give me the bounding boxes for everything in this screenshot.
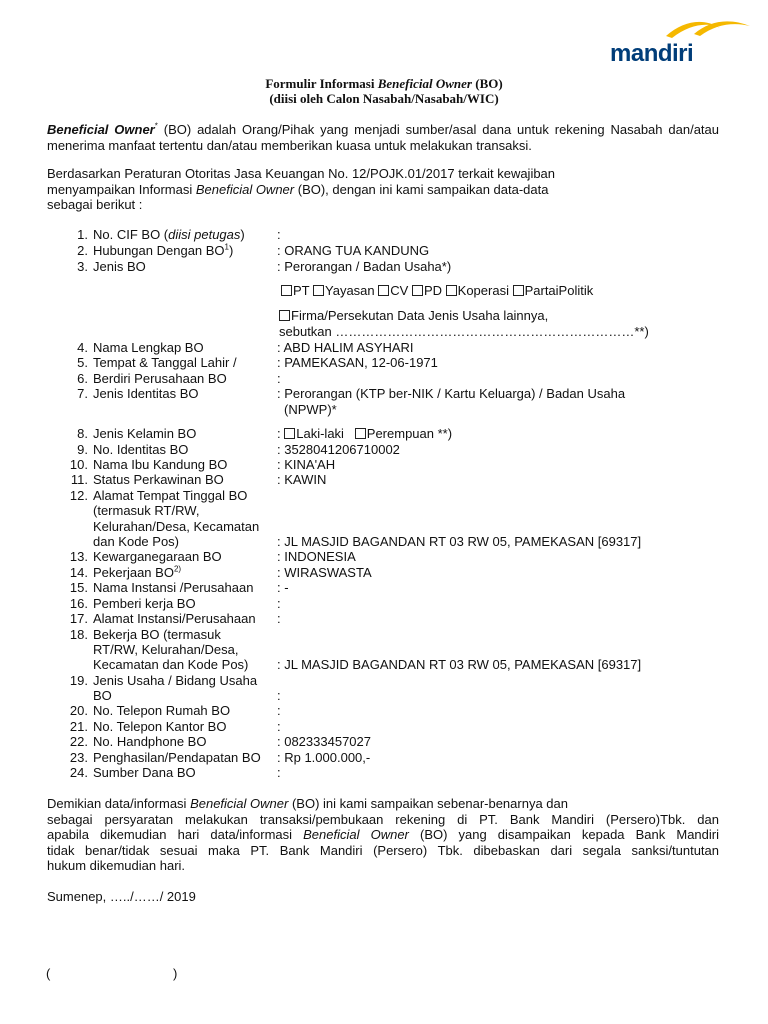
closing-line-5: hukum dikemudian hari. (47, 858, 186, 873)
field-row-10 (0, 457, 768, 473)
field-num: 4. (77, 340, 88, 355)
field-row-21 (0, 719, 768, 735)
checkbox-other[interactable] (279, 310, 290, 321)
field-label-italic: diisi petugas (168, 227, 241, 242)
field-label: Status Perkawinan BO (93, 472, 224, 487)
closing-line-1-pre: Demikian data/informasi (47, 796, 191, 811)
field-row-4 (0, 340, 768, 356)
option-cv-label: CV (390, 283, 409, 298)
field-row-8 (0, 426, 768, 442)
closing-line-3-post: (BO) yang disampaikan kepada Bank Mandiri (408, 827, 719, 842)
field-label: Bekerja BO (termasuk (93, 627, 221, 642)
field-value-gender (277, 426, 452, 442)
field-value-nationality[interactable]: : INDONESIA (277, 549, 356, 564)
field-num: 17. (69, 611, 88, 626)
basis-line-2-italic: Beneficial Owner (195, 181, 295, 197)
signature-close-paren: ) (173, 966, 178, 981)
field-row-1 (0, 227, 768, 243)
field-value-occupation[interactable]: : WIRASWASTA (277, 565, 372, 580)
field-row-12 (0, 488, 768, 504)
field-value-office-phone[interactable]: : (277, 719, 281, 734)
field-row-17 (0, 611, 768, 627)
field-row-14 (0, 565, 768, 581)
field-label: Nama Instansi /Perusahaan (93, 580, 254, 595)
field-row-7 (0, 386, 768, 402)
checkbox-pd[interactable] (412, 285, 423, 296)
closing-line-1-post: (BO) ini kami sampaikan sebenar-benarnya dan (288, 796, 568, 811)
closing-line-4: tidak benar/tidak sesuai maka PT. Bank Mandiri (Persero) Tbk. dibebaskan dari segala sanksi/tuntutan (47, 842, 719, 858)
field-label: Alamat Tempat Tinggal BO (93, 488, 248, 503)
field-value-birth[interactable]: : PAMEKASAN, 12-06-1971 (277, 355, 438, 370)
field-value-marital-status[interactable]: : KAWIN (277, 472, 327, 487)
field-row-15 (0, 580, 768, 596)
field-label (93, 243, 233, 259)
checkbox-koperasi[interactable] (446, 285, 457, 296)
field-label: No. Identitas BO (93, 442, 189, 457)
basis-line-2-pre: menyampaikan Informasi (47, 181, 196, 197)
option-yayasan-label: Yayasan (325, 283, 375, 298)
field-value-company-name[interactable]: : - (277, 580, 289, 595)
field-footnote: 2) (173, 564, 182, 574)
intro-term: Beneficial Owner (47, 122, 155, 137)
field-label-cont: Kelurahan/Desa, Kecamatan (93, 519, 260, 534)
checkbox-partai-politik[interactable] (513, 285, 524, 296)
field-row-23 (0, 750, 768, 766)
field-num: 20. (69, 703, 88, 718)
field-footnote: 1 (224, 242, 229, 252)
signature-name-field[interactable] (110, 966, 170, 982)
field-row-16 (0, 596, 768, 612)
field-num: 19. (69, 673, 88, 688)
checkbox-yayasan[interactable] (313, 285, 324, 296)
mandiri-logo (606, 14, 756, 67)
field-label: Alamat Instansi/Perusahaan (93, 611, 256, 626)
gender-male-label: Laki-laki (296, 426, 344, 441)
business-type-options (281, 283, 593, 299)
field-row-13 (0, 549, 768, 565)
checkbox-pt[interactable] (281, 285, 292, 296)
field-label: Nama Ibu Kandung BO (93, 457, 228, 472)
basis-line-1: Berdasarkan Peraturan Otoritas Jasa Keuangan No. 12/POJK.01/2017 terkait kewajiban (47, 166, 556, 181)
title-text: Formulir Informasi (265, 76, 378, 91)
field-label-post: ) (229, 243, 234, 258)
field-num: 16. (69, 596, 88, 611)
field-row-6 (0, 371, 768, 387)
field-label: No. Telepon Kantor BO (93, 719, 227, 734)
field-label: Jenis Kelamin BO (93, 426, 197, 441)
field-value-full-name[interactable]: : ABD HALIM ASYHARI (277, 340, 414, 355)
field-row-18-end (0, 657, 768, 673)
mandiri-swoosh-icon (664, 14, 754, 42)
field-label (93, 565, 181, 581)
field-value-home-address[interactable]: : JL MASJID BAGANDAN RT 03 RW 05, PAMEKASAN [69317] (277, 534, 642, 549)
field-num: 1. (77, 227, 88, 242)
business-type-other (279, 308, 548, 324)
option-other-label: Firma/Persekutan Data Jenis Usaha lainnya, (291, 308, 549, 323)
option-partai-politik-label: PartaiPolitik (524, 283, 594, 298)
field-value-id-number[interactable]: : 3528041206710002 (277, 442, 400, 457)
checkbox-cv[interactable] (378, 285, 389, 296)
field-row-12-end (0, 534, 768, 550)
field-row-19-end (0, 688, 768, 704)
field-row-19 (0, 673, 768, 689)
field-label-cont: (termasuk RT/RW, (93, 503, 200, 518)
checkbox-female[interactable] (355, 428, 366, 439)
field-label (93, 227, 245, 243)
field-label: Jenis BO (93, 259, 146, 274)
field-row-24 (0, 765, 768, 781)
field-num: 7. (77, 386, 88, 401)
field-label-cont: BO (93, 688, 112, 703)
field-label: Jenis Identitas BO (93, 386, 199, 401)
gender-female-label: Perempuan **) (366, 426, 453, 441)
form-title (0, 76, 768, 92)
field-num: 23. (69, 750, 88, 765)
field-row-22 (0, 734, 768, 750)
field-num: 24. (69, 765, 88, 780)
field-num: 13. (69, 549, 88, 564)
closing-line-2: sebagai persyaratan melakukan transaksi/pembukaan rekening di PT. Bank Mandiri (Persero)Tbk. dan (47, 811, 719, 827)
field-num: 22. (69, 734, 88, 749)
field-value-id-type[interactable]: : Perorangan (KTP ber-NIK / Kartu Keluarga) / Badan Usaha (277, 386, 626, 401)
field-value-employer[interactable]: : (277, 596, 281, 611)
field-row-9 (0, 442, 768, 458)
field-value-income[interactable]: : Rp 1.000.000,- (277, 750, 371, 765)
field-num: 2. (77, 243, 88, 258)
closing-line-1-italic: Beneficial Owner (190, 796, 289, 811)
field-label-cont: RT/RW, Kelurahan/Desa, (93, 642, 239, 657)
place-date[interactable]: Sumenep, …../……/ 2019 (47, 889, 196, 904)
logo-text: mandiri (610, 40, 694, 67)
checkbox-male[interactable] (284, 428, 295, 439)
field-row-5 (0, 355, 768, 371)
field-row-18 (0, 627, 768, 643)
field-value-id-type-cont: (NPWP)* (284, 402, 337, 417)
field-label: No. Telepon Rumah BO (93, 703, 231, 718)
intro-asterisk: * (154, 121, 158, 131)
field-num: 15. (69, 580, 88, 595)
field-row-20 (0, 703, 768, 719)
field-num: 21. (69, 719, 88, 734)
field-value-company-address[interactable]: : (277, 611, 281, 626)
field-value-home-phone[interactable]: : (277, 703, 281, 718)
business-type-other-line[interactable]: sebutkan ……………………………………………………………**) (279, 324, 649, 339)
field-value-established[interactable]: : (277, 371, 281, 386)
field-label-text: Pekerjaan BO (93, 565, 174, 580)
field-num: 5. (77, 355, 88, 370)
intro-text: (BO) adalah Orang/Pihak yang menjadi sumber/asal dana untuk rekening Nasabah dan/atau menerima manfaat tertentu dan/atau memberikan kuasa untuk melakukan transaksi. (47, 122, 719, 153)
field-row-11 (0, 472, 768, 488)
closing-line-1 (47, 796, 719, 812)
field-num: 9. (77, 442, 88, 457)
field-num: 18. (69, 627, 88, 642)
basis-line-2 (47, 182, 719, 198)
field-value-business-type[interactable]: : (277, 688, 281, 703)
closing-line-3-pre: apabila dikemudian hari data/informasi (47, 827, 304, 842)
field-label: Penghasilan/Pendapatan BO (93, 750, 261, 765)
field-label: No. Handphone BO (93, 734, 207, 749)
signature-open-paren: ( (46, 966, 51, 981)
field-label: Pemberi kerja BO (93, 596, 196, 611)
closing-line-3 (47, 827, 719, 843)
field-num: 3. (77, 259, 88, 274)
field-label: Tempat & Tanggal Lahir / (93, 355, 237, 370)
gender-colon: : (277, 426, 281, 441)
field-label: Sumber Dana BO (93, 765, 196, 780)
option-pd-label: PD (423, 283, 443, 298)
field-value-mother-name[interactable]: : KINA'AH (277, 457, 336, 472)
intro-paragraph (47, 122, 719, 153)
field-label-cont: dan Kode Pos) (93, 534, 180, 549)
basis-line-2-post: (BO), dengan ini kami sampaikan data-data (294, 181, 549, 197)
field-label: Nama Lengkap BO (93, 340, 204, 355)
field-value-handphone[interactable]: : 082333457027 (277, 734, 371, 749)
field-value-relationship[interactable]: : ORANG TUA KANDUNG (277, 243, 430, 258)
form-subtitle: (diisi oleh Calon Nasabah/Nasabah/WIC) (269, 91, 499, 106)
field-num: 6. (77, 371, 88, 386)
field-label: Kewarganegaraan BO (93, 549, 222, 564)
field-num: 11. (70, 472, 88, 487)
field-label-cont: Kecamatan dan Kode Pos) (93, 657, 249, 672)
field-label-post: ) (240, 227, 245, 242)
field-num: 8. (77, 426, 88, 441)
field-value-work-address[interactable]: : JL MASJID BAGANDAN RT 03 RW 05, PAMEKASAN [69317] (277, 657, 642, 672)
title-text-end: (BO) (471, 76, 503, 91)
field-num: 14. (69, 565, 88, 580)
field-value-cif[interactable]: : (277, 227, 281, 242)
basis-paragraph (47, 166, 719, 213)
closing-paragraph (47, 796, 719, 874)
field-value-bo-type[interactable]: : Perorangan / Badan Usaha*) (277, 259, 452, 274)
option-pt-label: PT (293, 283, 310, 298)
field-row-3 (0, 259, 768, 275)
option-koperasi-label: Koperasi (457, 283, 509, 298)
basis-line-3: sebagai berikut : (47, 197, 143, 212)
field-value-fund-source[interactable]: : (277, 765, 281, 780)
field-num: 10. (69, 457, 88, 472)
field-num: 12. (69, 488, 88, 503)
field-label: Jenis Usaha / Bidang Usaha (93, 673, 258, 688)
field-label: Berdiri Perusahaan BO (93, 371, 227, 386)
title-italic: Beneficial Owner (377, 76, 472, 91)
field-label-pre: No. CIF BO ( (93, 227, 169, 242)
field-row-2 (0, 243, 768, 259)
closing-line-3-italic: Beneficial Owner (303, 827, 409, 842)
field-label-text: Hubungan Dengan BO (93, 243, 225, 258)
